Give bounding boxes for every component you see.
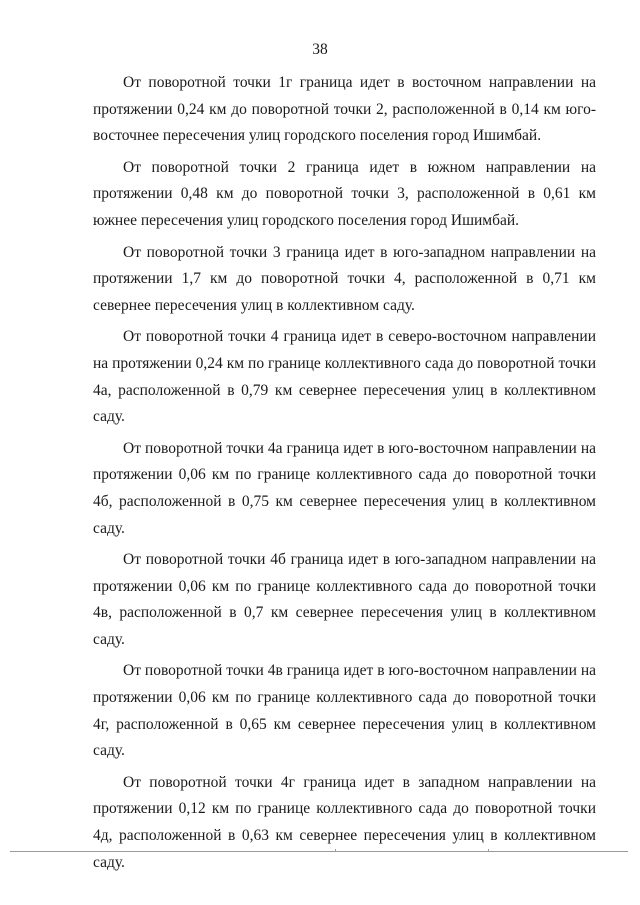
footer-divider-tick <box>488 849 489 852</box>
paragraph: От поворотной точки 4 граница идет в северо-восточном направлении на протяжении 0,24 км по границе коллективного сада до поворотной точки 4а, расположенной в 0,79 км севернее пересечения улиц в коллективном саду. <box>93 328 596 426</box>
paragraph: От поворотной точки 1г граница идет в восточном направлении на протяжении 0,24 км до поворотной точки 2, расположенной в 0,14 км юго-восточнее пересечения улиц городского поселения город Ишимбай. <box>93 74 596 145</box>
paragraph: От поворотной точки 4г граница идет в западном направлении на протяжении 0,12 км по границе коллективного сада до поворотной точки 4д, расположенной в 0,63 км севернее пересечения улиц в коллективном саду. <box>93 773 596 871</box>
footer-divider <box>10 851 628 852</box>
paragraph: От поворотной точки 4б граница идет в юго-западном направлении на протяжении 0,06 км по границе коллективного сада до поворотной точки 4в, расположенной в 0,7 км севернее пересечения улиц в коллективном саду. <box>93 551 596 648</box>
paragraph: От поворотной точки 4а граница идет в юго-восточном направлении на протяжении 0,06 км по границе коллективного сада до поворотной точки 4б, расположенной в 0,75 км севернее пересечения улиц в коллективном саду. <box>93 439 596 537</box>
paragraph: От поворотной точки 2 граница идет в южном направлении на протяжении 0,48 км до поворотной точки 3, расположенной в 0,61 км южнее пересечения улиц городского поселения город Ишимбай. <box>93 158 596 229</box>
footer-divider-tick <box>335 849 336 852</box>
document-body <box>93 70 596 881</box>
paragraph: От поворотной точки 4в граница идет в юго-восточном направлении на протяжении 0,06 км по границе коллективного сада до поворотной точки 4г, расположенной в 0,65 км севернее пересечения улиц в коллективном саду. <box>93 662 596 760</box>
paragraph: От поворотной точки 3 граница идет в юго-западном направлении на протяжении 1,7 км до поворотной точки 4, расположенной в 0,71 км севернее пересечения улиц в коллективном саду. <box>93 243 596 314</box>
page-number: 38 <box>312 41 328 58</box>
